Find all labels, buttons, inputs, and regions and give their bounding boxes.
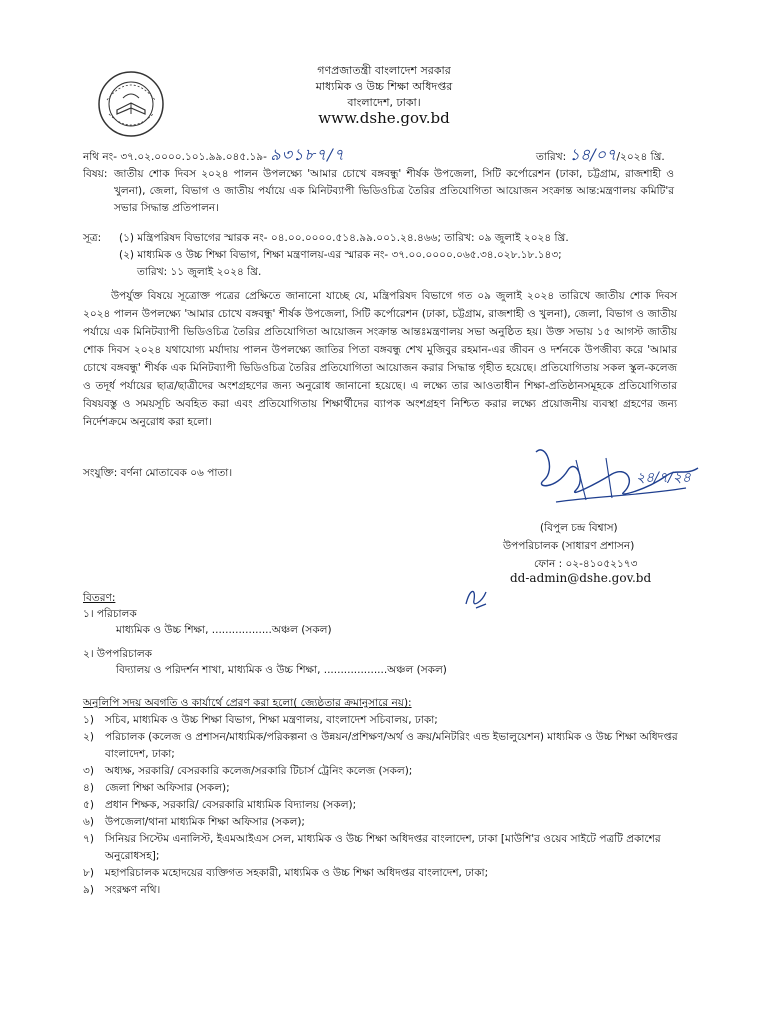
copy-item: ১) সচিব, মাধ্যমিক ও উচ্চ শিক্ষা বিভাগ, শিক্ষা মন্ত্রণালয়, বাংলাদেশ সচিবালয়, ঢাকা; bbox=[83, 714, 438, 726]
signatory-name: (বিপুল চন্দ্র বিশ্বাস) bbox=[540, 522, 618, 534]
reference-block bbox=[119, 230, 569, 281]
copy-item: ২) পরিচালক (কলেজ ও প্রশাসন/মাধ্যমিক/পরিকল্পনা ও উন্নয়ন/প্রশিক্ষণ/অর্থ ও ক্রয়/মনিটরিং এন্ড ইভালুয়েশন) মাধ্যমিক ও উচ্চ শিক্ষা অধিদপ্তর বাংলাদেশ, ঢাকা; bbox=[83, 731, 678, 760]
distribution-item-2: ২। উপপরিচালক bbox=[83, 648, 153, 660]
copy-item: ৪) জেলা শিক্ষা অফিসার (সকল); bbox=[83, 782, 230, 794]
date-handwritten: ১৪/০৭ bbox=[569, 145, 617, 164]
attachment-note: সংযুক্তি: বর্ণনা মোতাবেক ০৬ পাতা। bbox=[83, 467, 233, 479]
memo-date bbox=[536, 146, 665, 166]
copy-title: অনুলিপি সদয় অবগতি ও কার্যার্থে প্রেরণ করা হলো( জ্যেষ্ঠতার ক্রমানুসারে নয়): bbox=[83, 697, 412, 709]
distribution-title: বিতরণ: bbox=[83, 592, 116, 604]
copy-item: ৮) মহাপরিচালক মহোদয়ের ব্যক্তিগত সহকারী, মাধ্যমিক ও উচ্চ শিক্ষা অধিদপ্তর বাংলাদেশ, ঢাকা; bbox=[83, 867, 489, 879]
distribution-item-1-detail: মাধ্যমিক ও উচ্চ শিক্ষা, ..................অঞ্চল (সকল) bbox=[116, 624, 332, 636]
reference-line-3: তারিখ: ১১ জুলাই ২০২৪ খ্রি. bbox=[137, 266, 262, 278]
copy-item: ৩) অধ্যক্ষ, সরকারি/ বেসরকারি কলেজ/সরকারি টিচার্স ট্রেনিং কলেজ (সকল); bbox=[83, 765, 413, 777]
header-website[interactable]: www.dshe.gov.bd bbox=[318, 109, 450, 127]
handwritten-initial bbox=[462, 582, 492, 612]
subject-label: বিষয়: bbox=[83, 168, 108, 180]
header-location: বাংলাদেশ, ঢাকা। bbox=[347, 96, 421, 109]
copy-item: ৫) প্রধান শিক্ষক, সরকারি/ বেসরকারি মাধ্যমিক বিদ্যালয় (সকল); bbox=[83, 799, 357, 811]
reference-line-2: (২) মাধ্যমিক ও উচ্চ শিক্ষা বিভাগ, শিক্ষা মন্ত্রণালয়-এর স্মারক নং- ৩৭.০০.০০০০.০৬৫.৩৪.০২৮.১৮.১৪৩; bbox=[119, 249, 562, 261]
date-suffix: /২০২৪ খ্রি. bbox=[616, 151, 665, 163]
header-government: গণপ্রজাতন্ত্রী বাংলাদেশ সরকার bbox=[317, 64, 451, 77]
memo-label: নথি নং- ৩৭.০২.০০০০.১০১.৯৯.০৪৫.১৯- bbox=[83, 151, 267, 163]
date-label: তারিখ: bbox=[536, 151, 567, 163]
signatory-title: উপপরিচালক (সাধারণ প্রশাসন) bbox=[503, 540, 635, 552]
signatory-email[interactable]: dd-admin@dshe.gov.bd bbox=[510, 571, 652, 585]
reference-label: সূত্র: bbox=[83, 232, 102, 244]
memo-number bbox=[83, 146, 345, 166]
memo-number-handwritten: ৯৩১৮৭/৭ bbox=[270, 145, 346, 164]
body-paragraph: উপর্যুক্ত বিষয়ে সূত্রোক্ত পত্রের প্রেক্ষিতে জানানো যাচ্ছে যে, মন্ত্রিপরিষদ বিভাগে গত ০৯ জুলাই ২০২৪ তারিখে জাতীয় শোক দিবস ২০২৪ পালন উপলক্ষ্যে 'আমার চোখে বঙ্গবন্ধু' শীর্ষক উপজেলা, সিটি কর্পোরেশন (ঢাকা, চট্টগ্রাম, রাজশাহী ও খুলনা), জেলা, বিভাগ ও জাতীয় পর্যায়ে এক মিনিটব্যাপী ভিডিওচিত্র তৈরির প্রতিযোগিতা আয়োজন সংক্রান্ত আন্তঃমন্ত্রণালয় সভা অনুষ্ঠিত হয়। উক্ত সভায় ১৫ আগস্ট জাতীয় শোক দিবস ২০২৪ যথাযোগ্য মর্যাদায় পালন উপলক্ষ্যে জাতির পিতা বঙ্গবন্ধু শেখ মুজিবুর রহমান-এর জীবন ও দর্শনকে উপজীব্য করে 'আমার চোখে বঙ্গবন্ধু' শীর্ষক এক মিনিটব্যাপী ভিডিওচিত্র তৈরির প্রতিযোগিতা আয়োজন করার সিদ্ধান্ত গৃহীত হয়েছে। প্রতিযোগিতায় সকল স্কুল-কলেজ ও তদূর্ধ পর্যায়ের ছাত্র/ছাত্রীদের অংশগ্রহণের জন্য অনুরোধ জানানো হয়েছে। এ লক্ষ্যে তার আওতাধীন শিক্ষা-প্রতিষ্ঠানসমূহকে প্রতিযোগিতার বিষয়বস্তু ও সময়সূচি অবহিত করা এবং প্রতিযোগিতায় শিক্ষার্থীদের ব্যাপক অংশগ্রহণ নিশ্চিত করার লক্ষ্যে প্রয়োজনীয় ব্যবস্থা গ্রহণের জন্য নির্দেশক্রমে অনুরোধ করা হলো। bbox=[83, 290, 677, 428]
signatory-phone: ফোন : ০২-৪১০৫২১৭৩ bbox=[534, 558, 638, 570]
copy-item: ৯) সংরক্ষণ নথি। bbox=[83, 884, 161, 896]
reference-line-1: (১) মন্ত্রিপরিষদ বিভাগের স্মারক নং- ০৪.০০.০০০০.৫১৪.৯৯.০০১.২৪.৪৬৬; তারিখ: ০৯ জুলাই ২০২৪ খ্রি. bbox=[119, 232, 569, 244]
svg-text:২৪/৭/২৪: ২৪/৭/২৪ bbox=[636, 470, 691, 486]
subject-text: জাতীয় শোক দিবস ২০২৪ পালন উপলক্ষ্যে 'আমার চোখে বঙ্গবন্ধু' শীর্ষক উপজেলা, সিটি কর্পোরেশন (ঢাকা, চট্টগ্রাম, রাজশাহী ও খুলনা), জেলা, বিভাগ ও জাতীয় পর্যায়ে এক মিনিটব্যাপী ভিডিওচিত্র তৈরির প্রতিযোগিতা আয়োজন সংক্রান্ত আন্ত:মন্ত্রণালয় কমিটি'র সভার সিদ্ধান্ত প্রতিপালন। bbox=[114, 168, 674, 214]
header-directorate: মাধ্যমিক ও উচ্চ শিক্ষা অধিদপ্তর bbox=[315, 80, 453, 93]
copy-list bbox=[83, 712, 703, 899]
handwritten-signature bbox=[516, 440, 716, 520]
distribution-item-1: ১। পরিচালক bbox=[83, 608, 137, 620]
copy-item: ৭) সিনিয়র সিস্টেম এনালিস্ট, ইএমআইএস সেল, মাধ্যমিক ও উচ্চ শিক্ষা অধিদপ্তর বাংলাদেশ, ঢাকা [মাউশি'র ওয়েব সাইটে পত্রটি প্রকাশের অনুরোধসহ]; bbox=[83, 833, 661, 862]
copy-item: ৬) উপজেলা/থানা মাধ্যমিক শিক্ষা অফিসার (সকল); bbox=[83, 816, 305, 828]
distribution-item-2-detail: বিদ্যালয় ও পরিদর্শন শাখা, মাধ্যমিক ও উচ্চ শিক্ষা, ...................অঞ্চল (সকল) bbox=[116, 664, 447, 676]
